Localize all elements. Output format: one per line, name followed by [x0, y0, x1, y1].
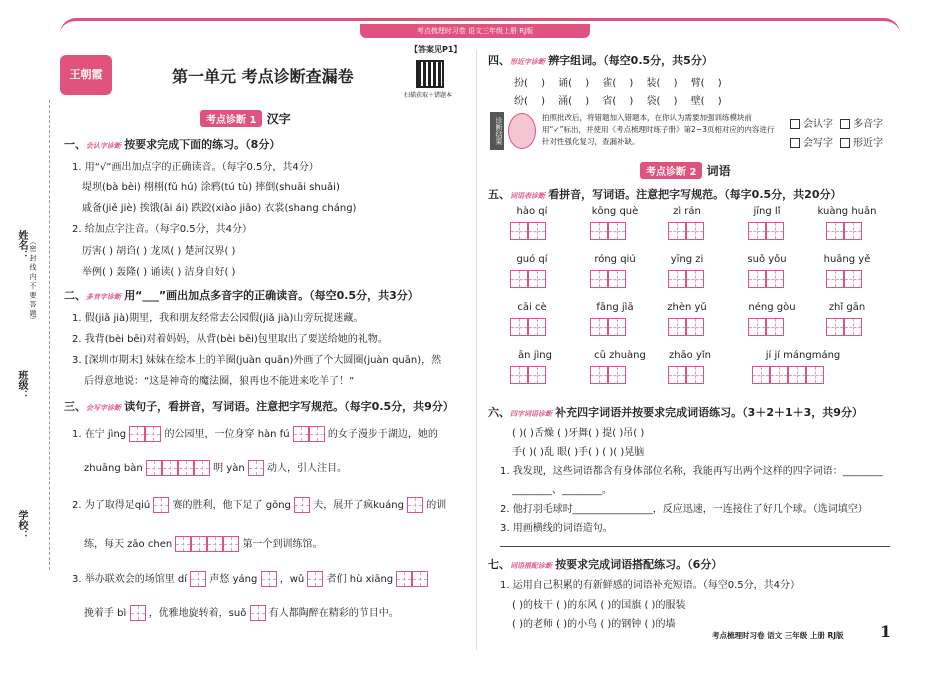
write-grid-r1-c5[interactable] [826, 222, 862, 240]
q7-line2[interactable]: ( )的老师 ( )的小鸟 ( )的钢钟 ( )的墙 [512, 619, 676, 630]
pinyin-r4-c1: ān jìng [518, 350, 552, 361]
write-grid-r2-c5[interactable] [826, 270, 862, 288]
q6-heading: 六、四字词语诊断 补充四字词语并按要求完成词语练习。（3＋2＋1＋3，共9分） [488, 406, 863, 419]
answer-reference: 【答案见P1】 [410, 45, 462, 54]
q1b-prompt: 2. 给加点字注音。（每字0.5分，共4分） [72, 224, 252, 235]
write-box[interactable] [309, 426, 325, 442]
check-known-chars[interactable]: 会认字 [790, 115, 833, 130]
write-grid-r1-c4[interactable] [748, 222, 784, 240]
pinyin-r1-c4: jīng lǐ [753, 206, 781, 217]
q1b-line2[interactable]: 举例( ) 轰隆( ) 诵读( ) 洁身自好( ) [82, 267, 236, 278]
write-box[interactable] [207, 536, 223, 552]
pinyin-r3-c4: néng gòu [748, 302, 796, 313]
write-grid-r4-c2[interactable] [590, 366, 626, 384]
write-box[interactable] [412, 571, 428, 587]
write-box[interactable] [293, 426, 309, 442]
write-box[interactable] [153, 497, 169, 513]
write-box[interactable] [175, 536, 191, 552]
write-grid-r3-c4[interactable] [748, 318, 784, 336]
q7-item1: 1. 运用自己积累的有新鲜感的词语补充短语。（每空0.5分，共4分） [500, 580, 800, 591]
check-polyphone[interactable]: 多音字 [840, 115, 883, 130]
answer-line[interactable] [500, 546, 890, 547]
write-box[interactable] [223, 536, 239, 552]
pinyin-r4-c2: cū zhuàng [594, 350, 646, 361]
write-grid-r4-c1[interactable] [510, 366, 546, 384]
top-banner: 考点梳理时习卷 语文三年级上册 RJ版 [360, 24, 590, 38]
q2-item2[interactable]: 2. 我背(bèi bēi)对着妈妈，从背(bèi bēi)包里取出了要送给她的礼物。 [72, 334, 388, 345]
q3-heading: 三、会写字诊断 读句子，看拼音，写词语。注意把字写规范。（每字0.5分，共9分） [64, 400, 454, 413]
q5-heading: 五、词语表诊断 看拼音，写词语。注意把字写规范。（每字0.5分，共20分） [488, 188, 842, 201]
section1-title: 汉字 [266, 112, 291, 126]
student-avatar-icon [508, 113, 536, 149]
write-box[interactable] [191, 536, 207, 552]
pinyin-r1-c3: zì rán [673, 206, 701, 217]
pinyin-r2-c4: suǒ yǒu [747, 254, 787, 265]
pinyin-r3-c2: fāng jìā [596, 302, 634, 313]
write-grid-r2-c2[interactable] [590, 270, 626, 288]
q3-item2-row1: 2. 为了取得足qiú 赛的胜利，他下足了 gōng 夫，展开了疯kuáng 的训 [72, 496, 446, 513]
write-box[interactable] [396, 571, 412, 587]
write-grid-r1-c2[interactable] [590, 222, 626, 240]
q2-item3-cont: 后得意地说：“这是神奇的魔法圈，狼再也不能进来吃羊了！” [84, 376, 355, 387]
write-grid-r2-c1[interactable] [510, 270, 546, 288]
check-writing-chars[interactable]: 会写字 [790, 134, 833, 149]
pinyin-r2-c3: yīng zi [670, 254, 704, 265]
q3-item1-row1: 1. 在宁 jìng 的公园里，一位身穿 hàn fú 的女子漫步于湖边，她的 [72, 425, 438, 442]
pinyin-r4-c4: jí jí mángmáng [765, 350, 841, 361]
write-grid-r3-c1[interactable] [510, 318, 546, 336]
write-box[interactable] [130, 605, 146, 621]
q3-item3-row1: 3. 举办联欢会的场馆里 dí 声悠 yáng ，wǔ 者们 hù xiāng [72, 570, 428, 587]
pinyin-r3-c1: cāi cè [517, 302, 547, 313]
qr-caption: 扫描获取＋错题本 [404, 92, 453, 99]
check-similar-chars[interactable]: 形近字 [840, 134, 883, 149]
q6-item2[interactable]: 2. 他打羽毛球时________________，反应迅速，一连接住了好几个球。（选词填空） [500, 504, 868, 515]
write-grid-r3-c5[interactable] [826, 318, 862, 336]
write-grid-r1-c3[interactable] [668, 222, 704, 240]
q7-line1[interactable]: ( )的枝干 ( )的东风 ( )的国旗 ( )的服装 [512, 600, 686, 611]
pinyin-r2-c1: guó qí [516, 254, 548, 265]
q4-row1[interactable]: 扮( ) 诵( ) 雀( ) 装( ) 臂( ) [514, 78, 722, 89]
write-grid-r1-c1[interactable] [510, 222, 546, 240]
write-box[interactable] [294, 497, 310, 513]
section2-title: 词语 [706, 164, 731, 178]
q1a-prompt: 1. 用“√”画出加点字的正确读音。（每字0.5分，共4分） [72, 162, 319, 173]
pinyin-r3-c5: zhǐ gān [828, 302, 866, 313]
diagnosis-note: 拍照批改后，将错题加入错题本，在你认为需要加强训练模块前用“✓”标出，并使用《考点梳理时练子册》第2~3页相对应的内容进行针对性强化复习，查漏补缺。 [542, 113, 775, 146]
q1a-line2[interactable]: 戚备(jiě jiè) 挨饿(āi ái) 跌跤(xiào jiāo) 衣裳(shang cháng) [82, 203, 357, 214]
write-grid-r2-c4[interactable] [748, 270, 784, 288]
section1-header [200, 110, 291, 132]
pinyin-r2-c2: róng qiú [594, 254, 636, 265]
q1a-line1[interactable]: 堤坝(bà bèi) 栩栩(fǔ hú) 涂鸦(tú tù) 摔倒(shuāi shuǎi) [82, 182, 340, 193]
q6-item1[interactable]: 1. 我发现，这些词语都含有身体部位名称，我能再写出两个这样的四字词语：________ [500, 466, 883, 477]
column-divider [476, 50, 477, 650]
pinyin-r1-c2: kōng què [591, 206, 639, 217]
write-grid-r2-c3[interactable] [668, 270, 704, 288]
q6-words-line2[interactable]: 手( )( )乱 眼( )手( ) ( )( )晃脑 [512, 447, 645, 458]
q3-item1-row2: zhuāng bàn 明 yàn 动人，引人注目。 [84, 459, 347, 476]
q4-row2[interactable]: 纷( ) 涌( ) 省( ) 袋( ) 壁( ) [514, 96, 722, 107]
q2-heading: 二、多音字诊断 用“___”画出加点多音字的正确读音。（每空0.5分，共3分） [64, 289, 419, 302]
write-box[interactable] [248, 460, 264, 476]
q4-heading: 四、形近字诊断 辨字组词。（每空0.5分，共5分） [488, 54, 713, 67]
write-box[interactable] [145, 426, 161, 442]
q3-item2-row2: 练，每天 zāo chen 第一个到训练馆。 [84, 535, 323, 552]
write-box[interactable] [178, 460, 194, 476]
school-label: 学校： [16, 510, 27, 540]
q1b-line1[interactable]: 厉害( ) 胡诌( ) 龙凤( ) 楚河汉界( ) [82, 246, 236, 257]
qr-code-icon[interactable] [416, 60, 444, 88]
footer-text: 考点梳理时习卷 语文 三年级 上册 RJ版 [712, 631, 844, 640]
q1-heading: 一、会认字诊断 按要求完成下面的练习。（8分） [64, 138, 281, 151]
write-grid-r3-c2[interactable] [590, 318, 626, 336]
section2-header [640, 162, 731, 184]
write-box[interactable] [250, 605, 266, 621]
q2-item3[interactable]: 3. [深圳市期末] 妹妹在绘本上的羊圈(juàn quān)外画了个大圆圈(juàn quān)，然 [72, 355, 442, 366]
pinyin-r1-c1: hào qí [516, 206, 548, 217]
q6-item3: 3. 用画横线的词语造句。 [500, 523, 613, 534]
checkbox-icon [840, 119, 850, 129]
write-box[interactable] [307, 571, 323, 587]
write-grid-r4-c3[interactable] [668, 366, 704, 384]
publisher-logo: 王朝霞 [60, 55, 112, 95]
name-label: 姓名： [16, 230, 27, 260]
write-box[interactable] [162, 460, 178, 476]
write-box[interactable] [146, 460, 162, 476]
pinyin-r2-c5: huāng yě [823, 254, 871, 265]
checkbox-icon [840, 138, 850, 148]
write-box[interactable] [194, 460, 210, 476]
section1-badge: 考点诊断 1 [200, 110, 262, 127]
page-title: 第一单元 考点诊断查漏卷 [172, 67, 354, 86]
write-box[interactable] [407, 497, 423, 513]
pinyin-r3-c3: zhèn yǔ [667, 302, 707, 313]
q3-item3-row2: 挽着手 bì ，优雅地旋转着，suǒ 有人都陶醉在精彩的节目中。 [84, 604, 399, 621]
write-grid-r3-c3[interactable] [668, 318, 704, 336]
q6-words-line1[interactable]: ( )( )舌燥 ( )牙舞( ) 提( )吊( ) [512, 428, 645, 439]
pinyin-r4-c3: zhāo yǐn [668, 350, 712, 361]
q2-item1[interactable]: 1. 假(jiǎ jià)期里，我和朋友经常去公园假(jiǎ jià)山旁玩捉迷藏。 [72, 313, 364, 324]
checkbox-icon [790, 119, 800, 129]
q6-item1-cont[interactable]: ________、________。 [512, 485, 612, 496]
diagnosis-result-label: 诊断结果 [490, 112, 504, 150]
class-label: 班级： [16, 370, 27, 400]
section2-badge: 考点诊断 2 [640, 162, 702, 179]
write-box[interactable] [261, 571, 277, 587]
write-grid-r4-c4[interactable] [752, 366, 824, 384]
page-number: 1 [880, 622, 892, 641]
seal-notice: （密 封 线 内 不 要 答 题） [29, 238, 37, 324]
binding-margin [0, 100, 50, 570]
pinyin-r1-c5: kuàng huān [817, 206, 877, 217]
write-box[interactable] [129, 426, 145, 442]
q7-heading: 七、词语搭配诊断 按要求完成词语搭配练习。（6分） [488, 558, 723, 571]
write-box[interactable] [190, 571, 206, 587]
checkbox-icon [790, 138, 800, 148]
